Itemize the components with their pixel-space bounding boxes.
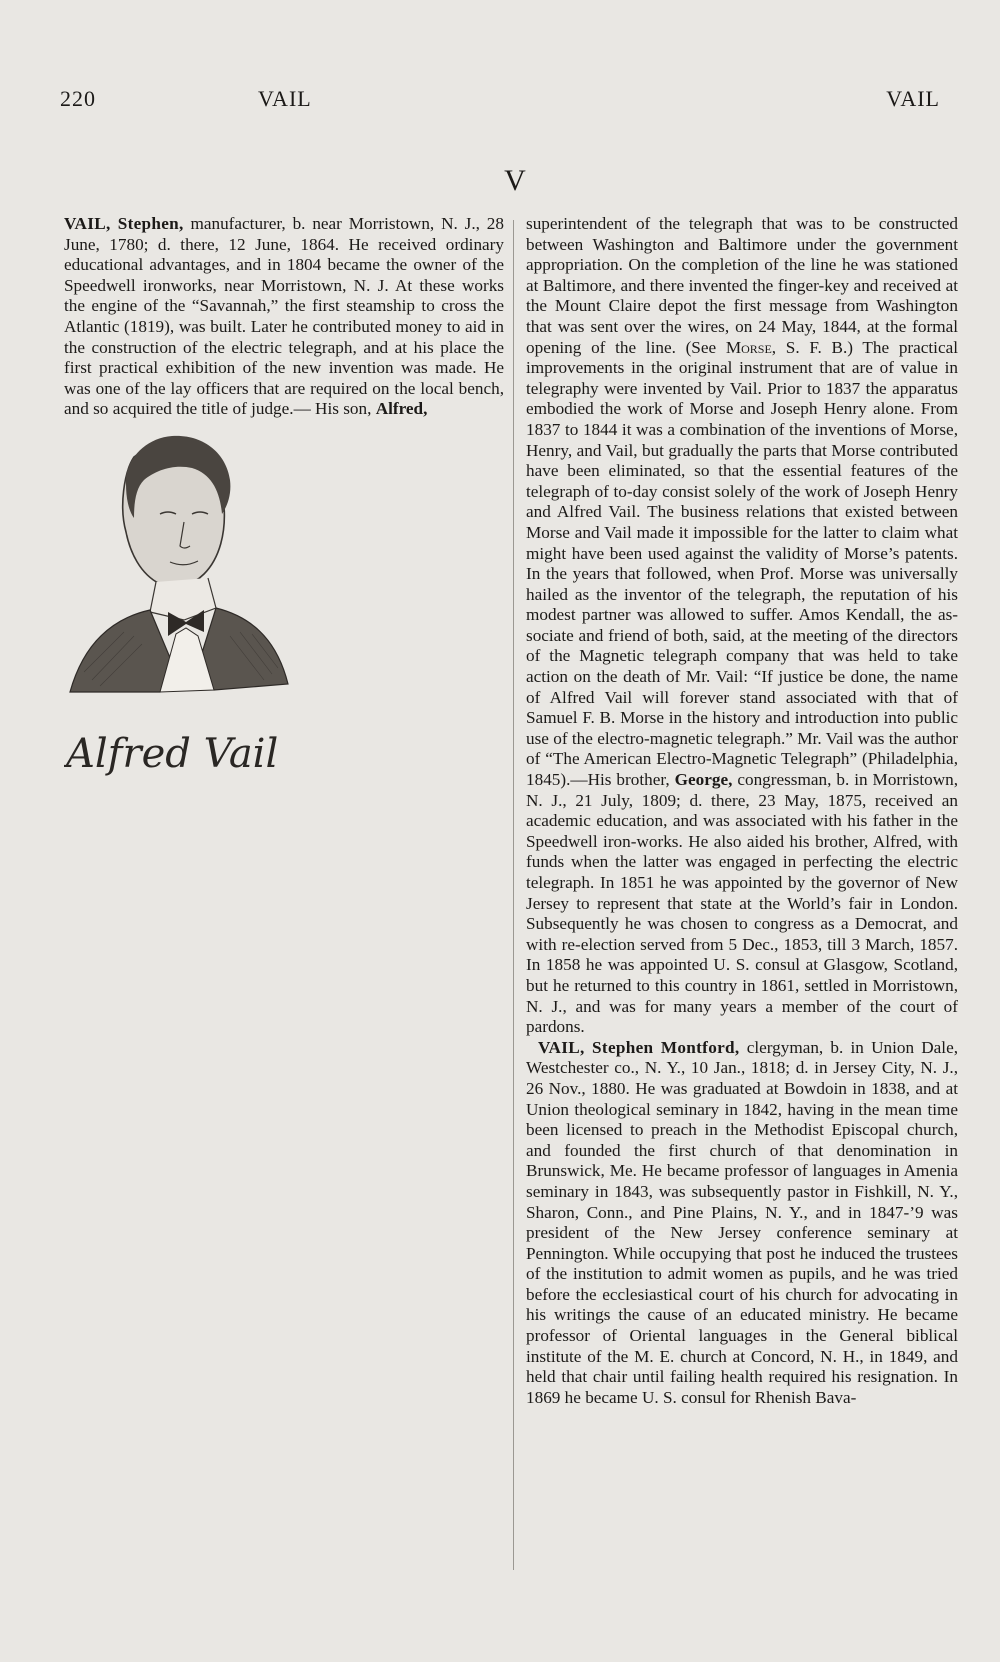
entry-heading: VAIL, Stephen Montford, (538, 1037, 740, 1057)
right-column (526, 214, 958, 1574)
column-divider (513, 220, 514, 1570)
running-head-left: VAIL (258, 86, 312, 111)
entry-text: clergyman, b. in Union Dale, Westchester co., N. Y., 10 Jan., 1818; d. in Jersey City, N. J., 26 Nov., 1880. He was graduated at Bowdoin in 1838, and at Union theological seminary in 1842, having in the mean time been licensed to preach in the Methodist Episcopal church, and founded the first church of that denomination in Brunswick, Me. He became professor of languages in Amenia seminary in 1843, was subsequently pastor in Fishkill, N. Y., Sharon, Conn., and Pine Plains, N. Y., and in 1847-’9 was president of the New Jersey conference seminary at Pennington. While occupying that post he induced the trustees of the institution to admit women as pupils, and he was tried before the ecclesiastical court of his church for advocating in his writings the cause of an educated ministry. He became professor of Oriental languages in the General biblical institute of the M. E. church at Concord, N. H., in 1849, and held that chair until failing health required his resignation. In 1869 he became U. S. consul for Rhenish Bava- (526, 1037, 958, 1407)
subentry-heading-george: George, (674, 770, 733, 790)
page-number: 220 (60, 86, 96, 111)
cross-reference: Morse, S. F. B. (725, 337, 848, 357)
entry-continuation (526, 214, 958, 1038)
left-column (64, 214, 504, 1574)
section-letter: V (504, 164, 526, 197)
entry-text: congressman, b. in Morristown, N. J., 21 July, 1809; d. there, 23 May, 1875, received an academic education, and was associated with his father in the Speedwell iron-works. He also aided his brother, Alfred, with funds when the latter was engaged in perfecting the electric telegraph. In 1851 he was appointed by the governor of New Jersey to represent that state at the World’s fair in London. Subsequently he was chosen to congress as a Democrat, and with re-election served from 5 Dec., 1853, till 3 March, 1857. In 1858 he was appointed U. S. consul at Glasgow, Scotland, but he returned to this country in 1861, settled in Morristown, N. J., and was for many years a member of the court of pardons. (526, 770, 959, 1037)
signature: Alfred Vail (66, 730, 279, 777)
entry-text: superintendent of the telegraph that was to be constructed between Washington and Baltimore under the government appropriation. On the completion of the line he was stationed at Baltimore, and there invented the finger-key and received at the Mount Claire depot the first message from Washington that was sent over the wires, on 24 May, 1844, at the formal opening of the line. (See (526, 214, 958, 357)
entry-text: manufacturer, b. near Morristown, N. J., 28 June, 1780; d. there, 12 June, 1864. He received ordinary educational advantages, and in 1804 became the owner of the Speedwell ironworks, near Morristown, N. J. At these works the engine of the “Savannah,” the first steamship to cross the Atlantic (1819), was built. Later he contributed money to aid in the construction of the electric telegraph, and at his place the first practical exhibition of the new invention was made. He was one of the lay officers that are required on the local bench, and so acquired the title of judge.— His son, (64, 214, 504, 419)
entry-stephen-vail (64, 214, 504, 777)
subentry-heading-alfred: Alfred, (375, 399, 428, 419)
page-header (60, 86, 940, 116)
entry-stephen-montford-vail (526, 1038, 958, 1409)
entry-heading: VAIL, Stephen, (64, 214, 184, 233)
entry-text: ) The practical improvements in the original instrument that are of value in telegraphy were invented by Vail. Prior to 1837 the apparatus embodied the work of Morse and Joseph Henry alone. From 1837 to 1844 it was a combination of the inventions of Morse, Henry, and Vail, but gradually the parts that Morse contributed have been eliminated, so that the essential features of the telegraph of to-day consist solely of the work of Joseph Henry and Alfred Vail. The business relations that existed between Morse and Vail made it impossible for the latter to claim what might have been used against the validity of Morse’s patents. In the years that followed, when Prof. Morse was universally hailed as the inventor of the telegraph, the reputation of his modest partner was allowed to suffer. Amos Kendall, the associate and friend of both, said, at the meeting of the directors of the Magnetic telegraph company that was held to take action on the death of Mr. Vail: “If justice be done, the name of Alfred Vail will forever stand associated with that of Samuel F. B. Morse in the history and introduction into public use of the electro-magnetic telegraph.” Mr. Vail was the author of “The American Electro-Magnetic Telegraph” (Philadelphia, 1845).—His brother, (526, 337, 958, 790)
running-head-right: VAIL (886, 86, 940, 111)
portrait-alfred-vail (64, 422, 290, 847)
engraved-portrait-image (64, 422, 290, 847)
